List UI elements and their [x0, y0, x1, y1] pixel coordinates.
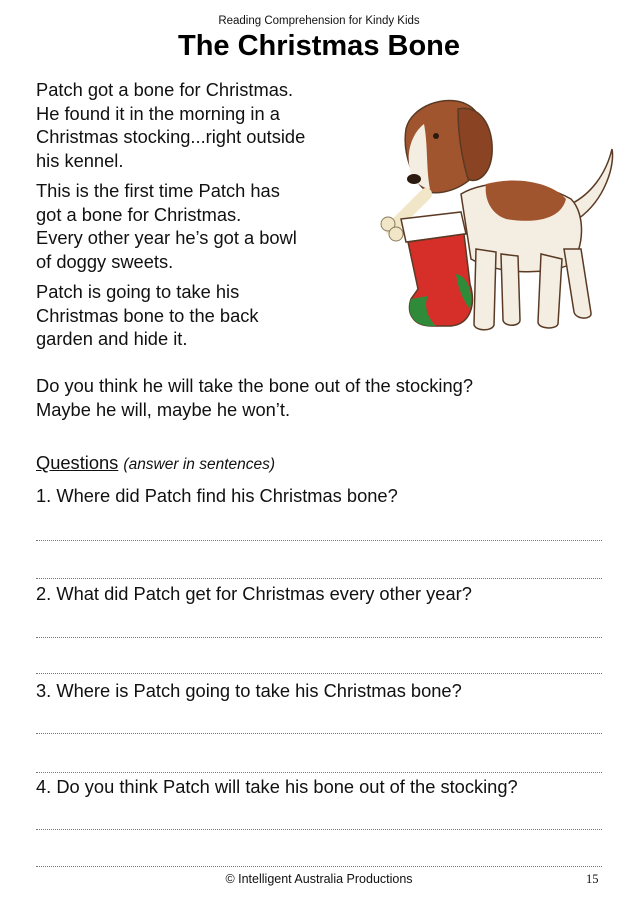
story-line: of doggy sweets. [36, 250, 174, 272]
page-number: 15 [586, 872, 599, 886]
question-1: 1. Where did Patch find his Christmas bone? [36, 485, 398, 506]
answer-line[interactable] [36, 540, 602, 541]
story-line: Maybe he will, maybe he won’t. [36, 398, 291, 420]
story-line: got a bone for Christmas. [36, 203, 242, 225]
answer-line[interactable] [36, 673, 602, 674]
answer-line[interactable] [36, 829, 602, 830]
story-line: Do you think he will take the bone out of the stocking? [36, 375, 473, 396]
answer-line[interactable] [36, 578, 602, 579]
questions-heading [36, 452, 275, 474]
questions-hint: (answer in sentences) [123, 456, 276, 473]
footer-copyright: © Intelligent Australia Productions [225, 872, 413, 886]
story-text [36, 78, 366, 358]
dog-with-stocking-icon [366, 84, 628, 344]
answer-line[interactable] [36, 866, 602, 867]
answer-line[interactable] [36, 772, 602, 773]
story-line: He found it in the morning in a [36, 102, 280, 124]
question-3: 3. Where is Patch going to take his Christmas bone? [36, 680, 462, 701]
questions-label: Questions [36, 452, 119, 473]
story-line: garden and hide it. [36, 328, 188, 349]
page-title: The Christmas Bone [178, 30, 460, 62]
story-line: This is the first time Patch has [36, 180, 280, 201]
story-paragraph-4 [36, 374, 616, 421]
story-line: Every other year he’s got a bowl [36, 227, 297, 248]
story-paragraph-3 [36, 280, 366, 351]
story-line: Patch is going to take his [36, 281, 240, 302]
story-line: his kennel. [36, 149, 124, 171]
page-header: Reading Comprehension for Kindy Kids [218, 15, 420, 27]
story-paragraph-1 [36, 78, 366, 172]
story-paragraph-2 [36, 179, 366, 273]
question-2: 2. What did Patch get for Christmas every other year? [36, 583, 472, 604]
question-4: 4. Do you think Patch will take his bone out of the stocking? [36, 776, 518, 797]
story-line: Patch got a bone for Christmas. [36, 79, 294, 100]
story-line: Christmas stocking...right outside [36, 126, 306, 147]
story-line: Christmas bone to the back [36, 304, 259, 326]
answer-line[interactable] [36, 733, 602, 734]
answer-line[interactable] [36, 637, 602, 638]
